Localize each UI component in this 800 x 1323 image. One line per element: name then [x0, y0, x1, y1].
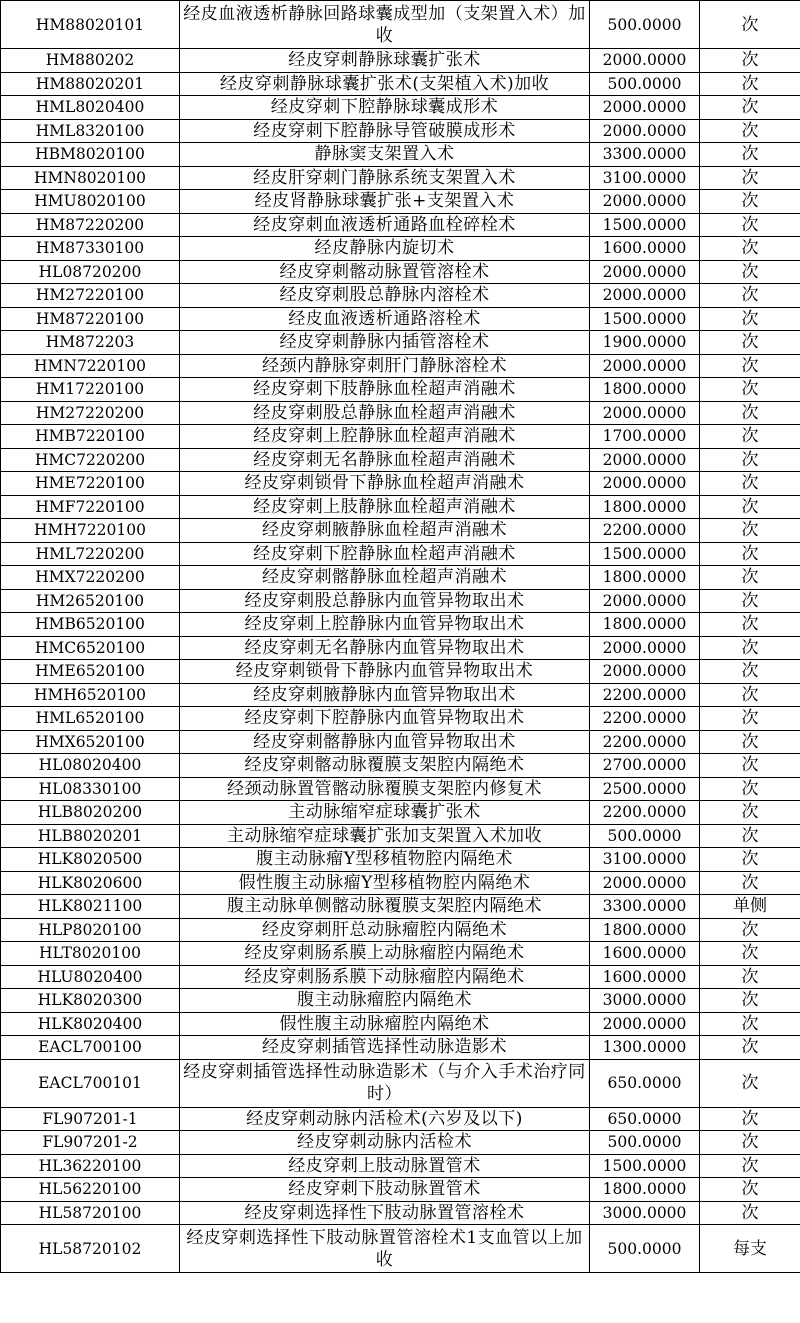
item-name-cell: 经皮穿刺下肢动脉置管术 [180, 1178, 590, 1202]
table-row [1, 589, 800, 613]
item-code-cell: HL36220100 [1, 1154, 180, 1178]
item-name-cell: 经皮穿刺肝总动脉瘤腔内隔绝术 [180, 918, 590, 942]
table-row [1, 542, 800, 566]
item-unit-cell: 次 [700, 777, 800, 801]
item-code-cell: HMX7220200 [1, 566, 180, 590]
item-code-cell: HMN8020100 [1, 166, 180, 190]
table-row [1, 636, 800, 660]
item-name-cell: 经皮穿刺肠系膜下动脉瘤腔内隔绝术 [180, 965, 590, 989]
item-code-cell: HMN7220100 [1, 354, 180, 378]
item-price-cell: 1800.0000 [590, 566, 700, 590]
item-code-cell: HBM8020100 [1, 143, 180, 167]
item-price-cell: 2000.0000 [590, 1012, 700, 1036]
item-name-cell: 假性腹主动脉瘤Y型移植物腔内隔绝术 [180, 871, 590, 895]
item-name-cell: 经皮穿刺无名静脉内血管异物取出术 [180, 636, 590, 660]
table-row [1, 401, 800, 425]
item-price-cell: 2000.0000 [590, 448, 700, 472]
item-code-cell: FL907201-2 [1, 1131, 180, 1155]
item-unit-cell: 次 [700, 307, 800, 331]
item-unit-cell: 次 [700, 72, 800, 96]
item-unit-cell: 次 [700, 1107, 800, 1131]
table-row [1, 49, 800, 73]
table-row [1, 519, 800, 543]
table-row [1, 307, 800, 331]
item-code-cell: HLK8020400 [1, 1012, 180, 1036]
item-name-cell: 经皮静脉内旋切术 [180, 237, 590, 261]
item-unit-cell: 次 [700, 754, 800, 778]
item-price-cell: 1800.0000 [590, 1178, 700, 1202]
item-code-cell: HMU8020100 [1, 190, 180, 214]
item-unit-cell: 次 [700, 260, 800, 284]
item-code-cell: HM88020201 [1, 72, 180, 96]
item-code-cell: HL08720200 [1, 260, 180, 284]
item-name-cell: 经皮穿刺下腔静脉血栓超声消融术 [180, 542, 590, 566]
item-code-cell: HLU8020400 [1, 965, 180, 989]
item-price-cell: 1800.0000 [590, 378, 700, 402]
item-code-cell: HL58720100 [1, 1201, 180, 1225]
item-unit-cell: 次 [700, 1012, 800, 1036]
item-price-cell: 2200.0000 [590, 730, 700, 754]
item-price-cell: 500.0000 [590, 1, 700, 49]
item-name-cell: 经皮穿刺腋静脉内血管异物取出术 [180, 683, 590, 707]
item-unit-cell: 每支 [700, 1225, 800, 1273]
item-name-cell: 假性腹主动脉瘤腔内隔绝术 [180, 1012, 590, 1036]
item-price-cell: 500.0000 [590, 1225, 700, 1273]
item-name-cell: 经皮穿刺动脉内活检术(六岁及以下) [180, 1107, 590, 1131]
item-code-cell: HMC6520100 [1, 636, 180, 660]
table-row [1, 119, 800, 143]
table-row [1, 777, 800, 801]
fee-table-body [1, 1, 800, 1273]
item-price-cell: 2000.0000 [590, 871, 700, 895]
item-price-cell: 2000.0000 [590, 190, 700, 214]
item-name-cell: 经皮穿刺下腔静脉内血管异物取出术 [180, 707, 590, 731]
table-row [1, 566, 800, 590]
item-price-cell: 2000.0000 [590, 96, 700, 120]
item-unit-cell: 次 [700, 636, 800, 660]
item-name-cell: 静脉窦支架置入术 [180, 143, 590, 167]
item-price-cell: 3000.0000 [590, 1201, 700, 1225]
item-unit-cell: 次 [700, 707, 800, 731]
item-code-cell: EACL700100 [1, 1036, 180, 1060]
item-unit-cell: 次 [700, 801, 800, 825]
item-code-cell: HML6520100 [1, 707, 180, 731]
item-unit-cell: 次 [700, 1, 800, 49]
item-code-cell: EACL700101 [1, 1059, 180, 1107]
item-code-cell: HMB7220100 [1, 425, 180, 449]
item-price-cell: 2000.0000 [590, 589, 700, 613]
table-row [1, 871, 800, 895]
item-price-cell: 3100.0000 [590, 166, 700, 190]
item-price-cell: 1900.0000 [590, 331, 700, 355]
item-code-cell: HLP8020100 [1, 918, 180, 942]
item-name-cell: 经皮穿刺静脉球囊扩张术 [180, 49, 590, 73]
table-row [1, 284, 800, 308]
item-name-cell: 腹主动脉瘤Y型移植物腔内隔绝术 [180, 848, 590, 872]
item-price-cell: 1500.0000 [590, 542, 700, 566]
item-price-cell: 2000.0000 [590, 636, 700, 660]
item-unit-cell: 次 [700, 660, 800, 684]
item-name-cell: 经皮血液透析静脉回路球囊成型加（支架置入术）加收 [180, 1, 590, 49]
item-unit-cell: 次 [700, 213, 800, 237]
item-code-cell: HM88020101 [1, 1, 180, 49]
table-row [1, 942, 800, 966]
item-unit-cell: 次 [700, 942, 800, 966]
item-code-cell: HM872203 [1, 331, 180, 355]
item-code-cell: HL58720102 [1, 1225, 180, 1273]
item-unit-cell: 次 [700, 1131, 800, 1155]
item-price-cell: 1500.0000 [590, 1154, 700, 1178]
item-price-cell: 2000.0000 [590, 401, 700, 425]
item-unit-cell: 次 [700, 1059, 800, 1107]
table-row [1, 730, 800, 754]
table-row [1, 190, 800, 214]
item-unit-cell: 次 [700, 683, 800, 707]
item-price-cell: 1800.0000 [590, 613, 700, 637]
item-unit-cell: 次 [700, 519, 800, 543]
item-name-cell: 腹主动脉瘤腔内隔绝术 [180, 989, 590, 1013]
item-code-cell: HMF7220100 [1, 495, 180, 519]
item-code-cell: HLK8020500 [1, 848, 180, 872]
item-unit-cell: 次 [700, 989, 800, 1013]
item-unit-cell: 次 [700, 49, 800, 73]
table-row [1, 824, 800, 848]
table-row [1, 213, 800, 237]
item-code-cell: HLB8020201 [1, 824, 180, 848]
table-row [1, 237, 800, 261]
item-price-cell: 2200.0000 [590, 683, 700, 707]
item-code-cell: HMB6520100 [1, 613, 180, 637]
item-price-cell: 650.0000 [590, 1059, 700, 1107]
item-unit-cell: 次 [700, 613, 800, 637]
item-code-cell: HM87330100 [1, 237, 180, 261]
item-price-cell: 1300.0000 [590, 1036, 700, 1060]
item-code-cell: HMH6520100 [1, 683, 180, 707]
item-name-cell: 经皮穿刺插管选择性动脉造影术（与介入手术治疗同时） [180, 1059, 590, 1107]
item-price-cell: 1700.0000 [590, 425, 700, 449]
item-name-cell: 经皮穿刺锁骨下静脉内血管异物取出术 [180, 660, 590, 684]
item-price-cell: 2200.0000 [590, 707, 700, 731]
item-price-cell: 500.0000 [590, 824, 700, 848]
item-unit-cell: 次 [700, 589, 800, 613]
item-price-cell: 2000.0000 [590, 49, 700, 73]
item-unit-cell: 次 [700, 119, 800, 143]
item-unit-cell: 次 [700, 472, 800, 496]
item-name-cell: 经皮穿刺动脉内活检术 [180, 1131, 590, 1155]
item-name-cell: 经皮穿刺腋静脉血栓超声消融术 [180, 519, 590, 543]
item-code-cell: HME6520100 [1, 660, 180, 684]
item-unit-cell: 次 [700, 965, 800, 989]
item-name-cell: 主动脉缩窄症球囊扩张加支架置入术加收 [180, 824, 590, 848]
table-row [1, 1225, 800, 1273]
item-unit-cell: 次 [700, 566, 800, 590]
item-price-cell: 2000.0000 [590, 354, 700, 378]
item-name-cell: 经皮穿刺肠系膜上动脉瘤腔内隔绝术 [180, 942, 590, 966]
item-unit-cell: 次 [700, 1201, 800, 1225]
item-name-cell: 经皮穿刺上腔静脉内血管异物取出术 [180, 613, 590, 637]
table-row [1, 848, 800, 872]
item-code-cell: HML7220200 [1, 542, 180, 566]
item-code-cell: FL907201-1 [1, 1107, 180, 1131]
item-code-cell: HM27220200 [1, 401, 180, 425]
item-unit-cell: 次 [700, 918, 800, 942]
item-code-cell: HM880202 [1, 49, 180, 73]
item-name-cell: 经皮穿刺血液透析通路血栓碎栓术 [180, 213, 590, 237]
table-row [1, 96, 800, 120]
item-price-cell: 1500.0000 [590, 213, 700, 237]
table-row [1, 613, 800, 637]
item-code-cell: HME7220100 [1, 472, 180, 496]
item-name-cell: 经皮穿刺静脉内插管溶栓术 [180, 331, 590, 355]
table-row [1, 425, 800, 449]
item-unit-cell: 次 [700, 96, 800, 120]
item-unit-cell: 次 [700, 495, 800, 519]
item-unit-cell: 次 [700, 190, 800, 214]
item-name-cell: 经颈动脉置管髂动脉覆膜支架腔内修复术 [180, 777, 590, 801]
table-row [1, 166, 800, 190]
item-code-cell: HMX6520100 [1, 730, 180, 754]
item-price-cell: 2000.0000 [590, 660, 700, 684]
item-name-cell: 经皮穿刺上肢静脉血栓超声消融术 [180, 495, 590, 519]
item-unit-cell: 次 [700, 378, 800, 402]
item-name-cell: 经皮穿刺上肢动脉置管术 [180, 1154, 590, 1178]
table-row [1, 331, 800, 355]
item-code-cell: HL56220100 [1, 1178, 180, 1202]
item-price-cell: 1800.0000 [590, 918, 700, 942]
item-name-cell: 经皮肝穿刺门静脉系统支架置入术 [180, 166, 590, 190]
item-code-cell: HML8020400 [1, 96, 180, 120]
item-unit-cell: 次 [700, 542, 800, 566]
item-price-cell: 3100.0000 [590, 848, 700, 872]
item-unit-cell: 次 [700, 871, 800, 895]
item-name-cell: 经皮穿刺下腔静脉球囊成形术 [180, 96, 590, 120]
table-row [1, 918, 800, 942]
item-unit-cell: 次 [700, 448, 800, 472]
item-name-cell: 经皮穿刺选择性下肢动脉置管溶栓术 [180, 1201, 590, 1225]
table-row [1, 1, 800, 49]
item-price-cell: 2200.0000 [590, 519, 700, 543]
item-name-cell: 经皮血液透析通路溶栓术 [180, 307, 590, 331]
table-row [1, 143, 800, 167]
table-row [1, 1201, 800, 1225]
item-price-cell: 1600.0000 [590, 942, 700, 966]
item-name-cell: 经皮穿刺锁骨下静脉血栓超声消融术 [180, 472, 590, 496]
item-code-cell: HMC7220200 [1, 448, 180, 472]
table-row [1, 472, 800, 496]
table-row [1, 1178, 800, 1202]
item-code-cell: HL08330100 [1, 777, 180, 801]
item-name-cell: 经皮穿刺插管选择性动脉造影术 [180, 1036, 590, 1060]
table-row [1, 1107, 800, 1131]
item-code-cell: HLB8020200 [1, 801, 180, 825]
item-unit-cell: 次 [700, 1178, 800, 1202]
table-row [1, 895, 800, 919]
table-row [1, 495, 800, 519]
table-row [1, 72, 800, 96]
item-name-cell: 经皮穿刺下肢静脉血栓超声消融术 [180, 378, 590, 402]
table-row [1, 1131, 800, 1155]
table-row [1, 1059, 800, 1107]
item-name-cell: 经皮穿刺无名静脉血栓超声消融术 [180, 448, 590, 472]
item-price-cell: 3000.0000 [590, 989, 700, 1013]
item-unit-cell: 次 [700, 237, 800, 261]
item-price-cell: 1500.0000 [590, 307, 700, 331]
item-price-cell: 2000.0000 [590, 472, 700, 496]
item-code-cell: HL08020400 [1, 754, 180, 778]
item-name-cell: 经皮穿刺髂动脉置管溶栓术 [180, 260, 590, 284]
item-price-cell: 1600.0000 [590, 237, 700, 261]
item-code-cell: HMH7220100 [1, 519, 180, 543]
item-code-cell: HLK8021100 [1, 895, 180, 919]
item-name-cell: 经皮穿刺股总静脉内溶栓术 [180, 284, 590, 308]
item-price-cell: 2500.0000 [590, 777, 700, 801]
item-unit-cell: 次 [700, 354, 800, 378]
item-unit-cell: 次 [700, 730, 800, 754]
item-unit-cell: 次 [700, 143, 800, 167]
item-name-cell: 经皮穿刺股总静脉内血管异物取出术 [180, 589, 590, 613]
item-unit-cell: 次 [700, 824, 800, 848]
item-price-cell: 2000.0000 [590, 260, 700, 284]
table-row [1, 260, 800, 284]
item-name-cell: 经皮穿刺选择性下肢动脉置管溶栓术1支血管以上加收 [180, 1225, 590, 1273]
table-row [1, 1012, 800, 1036]
table-row [1, 1154, 800, 1178]
table-row [1, 801, 800, 825]
item-name-cell: 经皮穿刺下腔静脉导管破膜成形术 [180, 119, 590, 143]
item-code-cell: HM26520100 [1, 589, 180, 613]
item-name-cell: 经皮穿刺髂动脉覆膜支架腔内隔绝术 [180, 754, 590, 778]
item-unit-cell: 次 [700, 284, 800, 308]
item-price-cell: 2000.0000 [590, 119, 700, 143]
item-code-cell: HM87220100 [1, 307, 180, 331]
table-row [1, 989, 800, 1013]
item-price-cell: 3300.0000 [590, 143, 700, 167]
table-row [1, 660, 800, 684]
table-row [1, 354, 800, 378]
item-unit-cell: 次 [700, 848, 800, 872]
table-row [1, 754, 800, 778]
item-name-cell: 经皮穿刺股总静脉血栓超声消融术 [180, 401, 590, 425]
item-price-cell: 3300.0000 [590, 895, 700, 919]
item-unit-cell: 次 [700, 401, 800, 425]
item-price-cell: 500.0000 [590, 1131, 700, 1155]
item-name-cell: 腹主动脉单侧髂动脉覆膜支架腔内隔绝术 [180, 895, 590, 919]
item-code-cell: HLK8020300 [1, 989, 180, 1013]
item-unit-cell: 次 [700, 425, 800, 449]
item-price-cell: 2700.0000 [590, 754, 700, 778]
item-code-cell: HM87220200 [1, 213, 180, 237]
item-price-cell: 2000.0000 [590, 284, 700, 308]
item-code-cell: HLT8020100 [1, 942, 180, 966]
table-row [1, 707, 800, 731]
item-code-cell: HM27220100 [1, 284, 180, 308]
item-unit-cell: 次 [700, 166, 800, 190]
item-name-cell: 经皮穿刺上腔静脉血栓超声消融术 [180, 425, 590, 449]
item-price-cell: 2200.0000 [590, 801, 700, 825]
item-code-cell: HML8320100 [1, 119, 180, 143]
item-name-cell: 经皮肾静脉球囊扩张+支架置入术 [180, 190, 590, 214]
table-row [1, 965, 800, 989]
table-row [1, 1036, 800, 1060]
table-row [1, 448, 800, 472]
item-price-cell: 1800.0000 [590, 495, 700, 519]
item-price-cell: 650.0000 [590, 1107, 700, 1131]
item-name-cell: 主动脉缩窄症球囊扩张术 [180, 801, 590, 825]
item-code-cell: HM17220100 [1, 378, 180, 402]
table-row [1, 378, 800, 402]
item-unit-cell: 单侧 [700, 895, 800, 919]
item-code-cell: HLK8020600 [1, 871, 180, 895]
item-name-cell: 经皮穿刺髂静脉内血管异物取出术 [180, 730, 590, 754]
table-row [1, 683, 800, 707]
item-price-cell: 500.0000 [590, 72, 700, 96]
item-name-cell: 经皮穿刺静脉球囊扩张术(支架植入术)加收 [180, 72, 590, 96]
item-unit-cell: 次 [700, 1154, 800, 1178]
item-name-cell: 经皮穿刺髂静脉血栓超声消融术 [180, 566, 590, 590]
item-unit-cell: 次 [700, 1036, 800, 1060]
item-unit-cell: 次 [700, 331, 800, 355]
item-price-cell: 1600.0000 [590, 965, 700, 989]
item-name-cell: 经颈内静脉穿刺肝门静脉溶栓术 [180, 354, 590, 378]
